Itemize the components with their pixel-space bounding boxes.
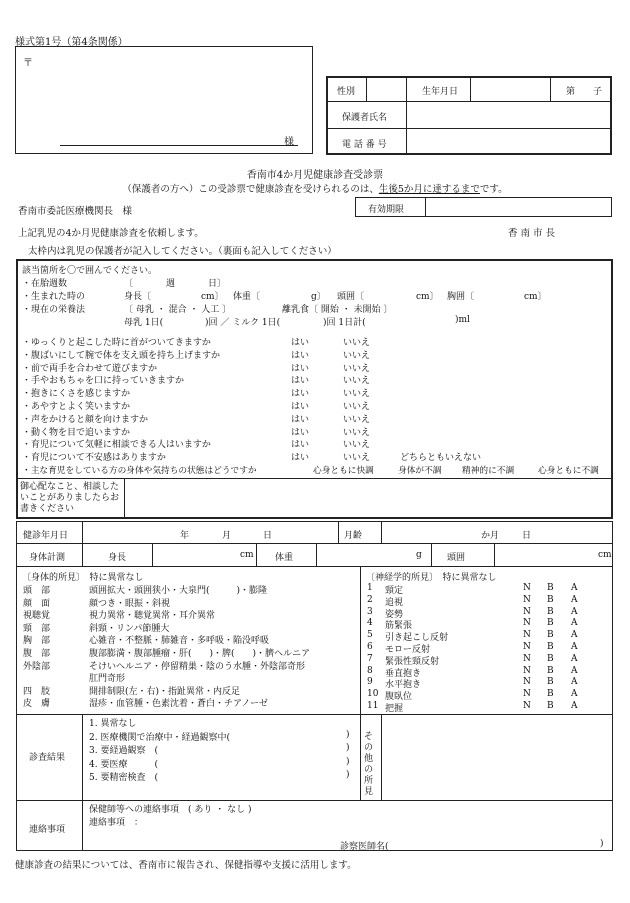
answer-no[interactable]: いいえ xyxy=(343,338,371,348)
neuro-number: 9 xyxy=(367,677,373,688)
neuro-grade-option[interactable]: B xyxy=(547,653,554,664)
physical-finding[interactable]: 視力異常・聴覚異常・耳介異常 xyxy=(89,611,216,622)
neuro-number: 7 xyxy=(367,653,373,664)
question-item: ・手やおもちゃを口に持っていきますか xyxy=(22,376,185,387)
neuro-grade-option[interactable]: A xyxy=(571,642,578,652)
measure-label: 身体計測 xyxy=(29,553,66,563)
neuro-grade-option[interactable]: A xyxy=(571,689,578,700)
answer-yes[interactable]: はい xyxy=(291,427,310,438)
physical-part: 皮 膚 xyxy=(23,699,51,710)
health-option-1[interactable]: 心身ともに快調 xyxy=(313,466,374,476)
physical-part: 外陰部 xyxy=(23,661,51,672)
neuro-grade-option[interactable]: N xyxy=(523,618,531,629)
neuro-grade-option[interactable]: N xyxy=(523,677,531,688)
answer-no[interactable]: いいえ xyxy=(343,453,371,464)
health-option-2[interactable]: 身体が不調 xyxy=(398,466,442,476)
physical-findings-header[interactable]: 〔身体的所見〕 特に異常なし xyxy=(22,573,144,583)
age-months[interactable]: か月 xyxy=(481,531,500,541)
neuro-item: 腹臥位 xyxy=(385,692,413,703)
physical-finding[interactable]: そけいヘルニア・停留精巣・陰のう水腫・外陰部奇形 xyxy=(89,661,306,672)
neuro-grade-option[interactable]: N xyxy=(523,665,531,676)
question-item: ・動く物を目で追いますか xyxy=(22,427,131,438)
neuro-item: 姿勢 xyxy=(385,609,404,620)
question-item: ・あやすとよく笑いますか xyxy=(22,402,131,412)
neuro-item: 水平抱き xyxy=(385,680,422,691)
valid-period-label: 有効期限 xyxy=(368,205,405,215)
guardian-notice: （保護者の方へ）この受診票で健康診査を受けられるのは、生後5か月に達するまでです。 xyxy=(122,184,508,195)
other-findings-label: その他の所見 xyxy=(364,732,374,797)
neuro-grade-option[interactable]: A xyxy=(571,665,578,676)
result-option[interactable]: 5. 要精密検査 ( xyxy=(89,773,158,783)
nutrition-label: ・現在の栄養法 xyxy=(22,305,86,315)
neuro-grade-option[interactable]: A xyxy=(571,606,578,617)
answer-yes[interactable]: はい xyxy=(291,376,310,387)
neuro-grade-option[interactable]: A xyxy=(571,677,578,688)
birth-chest[interactable]: 胸囲〔 xyxy=(447,292,475,302)
result-paren: ) xyxy=(346,756,350,767)
neuro-grade-option[interactable]: A xyxy=(571,701,578,711)
question-item: ・腹ばいにして腕で体を支え頭を持ち上げますか xyxy=(22,350,221,361)
neuro-item: 緊張性頸反射 xyxy=(385,656,440,667)
result-paren: ) xyxy=(346,770,350,780)
address-line xyxy=(60,145,298,146)
concern-field[interactable] xyxy=(126,480,611,517)
mayor: 香 南 市 長 xyxy=(508,228,556,239)
answer-yes[interactable]: はい xyxy=(291,338,310,348)
physical-part: 視聴覚 xyxy=(23,611,51,622)
concern-label: 御心配なこと、相談したいことがありましたらお書きください xyxy=(20,482,120,514)
physical-finding[interactable]: 開排制限(左・右)・指趾異常・内反足 xyxy=(89,686,241,697)
neuro-number: 4 xyxy=(367,618,373,629)
phone-field[interactable] xyxy=(407,129,611,154)
gestation-label: ・在胎週数 xyxy=(22,279,68,289)
physical-finding[interactable]: 湿疹・血管腫・色素沈着・蒼白・チアノーゼ xyxy=(89,699,268,710)
neuro-number: 3 xyxy=(367,606,373,617)
answer-yes[interactable]: はい xyxy=(291,453,310,464)
physical-part: 頸 部 xyxy=(23,623,51,634)
birth-weight[interactable]: 体重〔 xyxy=(233,292,261,302)
physical-part: 頭 部 xyxy=(23,586,51,596)
question-item: ・育児について不安感はありますか xyxy=(22,453,166,464)
neuro-item: 筋緊張 xyxy=(385,621,413,632)
neuro-grade-option[interactable]: N xyxy=(523,583,531,593)
result-option[interactable]: 2. 医療機関で治療中・経過観察中( xyxy=(89,732,230,743)
question-item: ・声をかけると顔を向けますか xyxy=(22,414,149,425)
neuro-grade-option[interactable]: B xyxy=(547,618,554,629)
physical-part: 胸 部 xyxy=(23,636,51,647)
neuro-grade-option[interactable]: B xyxy=(547,606,554,617)
answer-no[interactable]: いいえ xyxy=(343,427,371,438)
phone-label: 電 話 番 号 xyxy=(342,140,387,150)
physical-part: 顔 面 xyxy=(23,598,51,609)
physical-part: 四 肢 xyxy=(23,686,51,697)
weaning-options[interactable]: 離乳食〔 開始 ・ 未開始 〕 xyxy=(282,305,393,315)
other-findings-field[interactable] xyxy=(383,716,611,798)
doctor-addressee: 香南市委託医療機関長 様 xyxy=(18,206,133,217)
neuro-grade-option[interactable]: A xyxy=(571,594,578,605)
neuro-grade-option[interactable]: B xyxy=(547,583,554,593)
order-label: 第 子 xyxy=(566,87,603,97)
gestation-day[interactable]: 日〕 xyxy=(208,279,227,289)
answer-no[interactable]: いいえ xyxy=(343,350,371,361)
neuro-grade-option[interactable]: B xyxy=(547,630,554,641)
neuro-grade-option[interactable]: N xyxy=(523,642,531,652)
neuro-findings-header[interactable]: 〔神経学的所見〕 特に異常なし xyxy=(366,573,497,583)
neuro-grade-option[interactable]: N xyxy=(523,606,531,617)
circle-instruction: 該当箇所を〇で囲んでください。 xyxy=(22,266,158,276)
nutrition-options[interactable]: 〔 母乳 ・ 混合 ・ 人工 〕 xyxy=(124,305,232,315)
physical-finding[interactable]: 腹部膨満・腹部腫瘤・肝( )・脾( )・臍ヘルニア xyxy=(89,649,311,659)
physical-finding[interactable]: 顔つき・眼振・斜視 xyxy=(89,598,171,609)
caregiver-health-question: ・主な育児をしている方の身体や気持ちの状態はどうですか xyxy=(22,466,257,476)
physical-finding[interactable]: 肛門奇形 xyxy=(89,674,126,685)
form-title: 香南市4か月児健康診査受診票 xyxy=(246,170,384,181)
neuro-grade-option[interactable]: N xyxy=(523,701,531,711)
answer-no[interactable]: いいえ xyxy=(343,414,371,425)
neuro-grade-option[interactable]: N xyxy=(523,653,531,664)
neuro-item: 把握 xyxy=(385,704,404,714)
answer-no[interactable]: いいえ xyxy=(343,389,371,400)
exam-date-label: 健診年月日 xyxy=(23,531,69,541)
age-days[interactable]: 日 xyxy=(522,531,532,541)
neuro-number: 5 xyxy=(367,630,373,641)
neuro-number: 1 xyxy=(367,583,373,593)
neuro-grade-option[interactable]: A xyxy=(571,583,578,593)
result-option[interactable]: 1. 異常なし xyxy=(89,719,137,729)
birth-value-field[interactable] xyxy=(470,77,550,101)
neuro-grade-option[interactable]: A xyxy=(571,618,578,629)
health-option-4[interactable]: 心身ともに不調 xyxy=(538,466,599,476)
result-option[interactable]: 4. 要医療 ( xyxy=(89,759,158,770)
physical-part: 腹 部 xyxy=(23,649,51,659)
answer-yes[interactable]: はい xyxy=(291,414,310,425)
neuro-item: 垂直抱き xyxy=(385,668,422,679)
gestation-week[interactable]: 週 xyxy=(166,279,176,289)
result-paren: ) xyxy=(346,729,350,740)
answer-yes[interactable]: はい xyxy=(291,363,310,374)
neuro-grade-option[interactable]: N xyxy=(523,689,531,700)
answer-yes[interactable]: はい xyxy=(291,389,310,400)
answer-no[interactable]: いいえ xyxy=(343,376,371,387)
neuro-number: 2 xyxy=(367,594,373,605)
contact-items[interactable]: 連絡事項 ： xyxy=(89,818,144,828)
neuro-number: 10 xyxy=(367,689,379,700)
neuro-number: 11 xyxy=(367,701,379,711)
measure-weight-label: 体重 xyxy=(275,553,294,563)
footer-note: 健康診査の結果については、香南市に報告され、保健指導や支援に活用します。 xyxy=(15,860,357,871)
neuro-item: 引き起こし反射 xyxy=(385,633,449,644)
result-label: 診査結果 xyxy=(29,753,66,763)
neuro-number: 8 xyxy=(367,665,373,676)
neuro-grade-option[interactable]: B xyxy=(547,665,554,676)
answer-yes[interactable]: はい xyxy=(291,440,310,451)
neuro-grade-option[interactable]: N xyxy=(523,594,531,605)
physical-finding[interactable]: 斜頸・リンパ節腫大 xyxy=(89,623,170,634)
exam-day[interactable]: 日 xyxy=(263,531,273,541)
neuro-grade-option[interactable]: A xyxy=(571,630,578,641)
result-paren: ) xyxy=(346,743,350,753)
guardian-name-field[interactable] xyxy=(407,102,611,128)
answer-yes[interactable]: はい xyxy=(291,402,310,412)
neuro-item: 頸定 xyxy=(385,586,404,596)
birth-head[interactable]: 頭囲〔 xyxy=(337,292,365,302)
measure-height-label: 身長 xyxy=(108,553,127,563)
birth-height[interactable]: 身長〔 xyxy=(124,292,152,302)
guardian-label: 保護者氏名 xyxy=(342,113,388,123)
request-text: 上記乳児の4か月児健康診査を依頼します。 xyxy=(18,228,204,239)
neuro-item: 追視 xyxy=(385,597,404,608)
question-item: ・前で両手を合わせて遊びますか xyxy=(22,363,158,374)
question-item: ・抱きにくさを感じますか xyxy=(22,389,131,400)
neuro-grade-option[interactable]: B xyxy=(547,689,554,700)
neuro-grade-option[interactable]: N xyxy=(523,630,531,641)
neuro-grade-option[interactable]: B xyxy=(547,677,554,688)
neuro-number: 6 xyxy=(367,642,373,652)
measure-head-label: 頭囲 xyxy=(447,553,466,563)
address-box[interactable] xyxy=(15,46,313,154)
answer-neutral[interactable]: どちらともいえない xyxy=(400,453,482,464)
age-label: 月齢 xyxy=(344,531,363,541)
nurse-contact[interactable]: 保健師等への連絡事項 ( あり ・ なし ) xyxy=(89,805,252,815)
doctor-name-label[interactable]: 診察医師名( xyxy=(340,842,389,852)
neuro-grade-option[interactable]: B xyxy=(547,642,554,652)
form-number: 様式第1号（第4条関係） xyxy=(15,37,128,48)
exam-year[interactable]: 年 xyxy=(180,531,190,541)
thick-frame-note: 太枠内は乳児の保護者が記入してください。（裏面も記入してください） xyxy=(28,246,337,257)
answer-no[interactable]: いいえ xyxy=(343,402,371,412)
question-item: ・ゆっくりと起こした時に首がついてきますか xyxy=(22,338,211,348)
postal-mark: 〒 xyxy=(23,58,33,69)
physical-finding[interactable]: 心雑音・不整脈・肺雑音・多呼吸・陥没呼吸 xyxy=(89,636,270,647)
neuro-item: モロー反射 xyxy=(385,645,431,655)
physical-finding[interactable]: 頭囲拡大・頭囲狭小・大泉門( )・膨隆 xyxy=(89,586,268,596)
answer-no[interactable]: いいえ xyxy=(343,440,371,451)
answer-no[interactable]: いいえ xyxy=(343,363,371,374)
result-option[interactable]: 3. 要経過観察 ( xyxy=(89,746,158,756)
exam-month[interactable]: 月 xyxy=(222,531,232,541)
answer-yes[interactable]: はい xyxy=(291,350,310,361)
neuro-grade-option[interactable]: B xyxy=(547,594,554,605)
question-item: ・育児について気軽に相談できる人はいますか xyxy=(22,440,211,451)
birth-measure-label: ・生まれた時の xyxy=(22,292,86,302)
address-honorific: 様 xyxy=(284,137,294,148)
birth-label: 生年月日 xyxy=(422,87,459,97)
neuro-grade-option[interactable]: B xyxy=(547,701,554,711)
health-option-3[interactable]: 精神的に不調 xyxy=(462,466,515,476)
sex-label: 性別 xyxy=(337,87,356,97)
neuro-grade-option[interactable]: A xyxy=(571,653,578,664)
contact-label: 連絡事項 xyxy=(29,825,66,835)
